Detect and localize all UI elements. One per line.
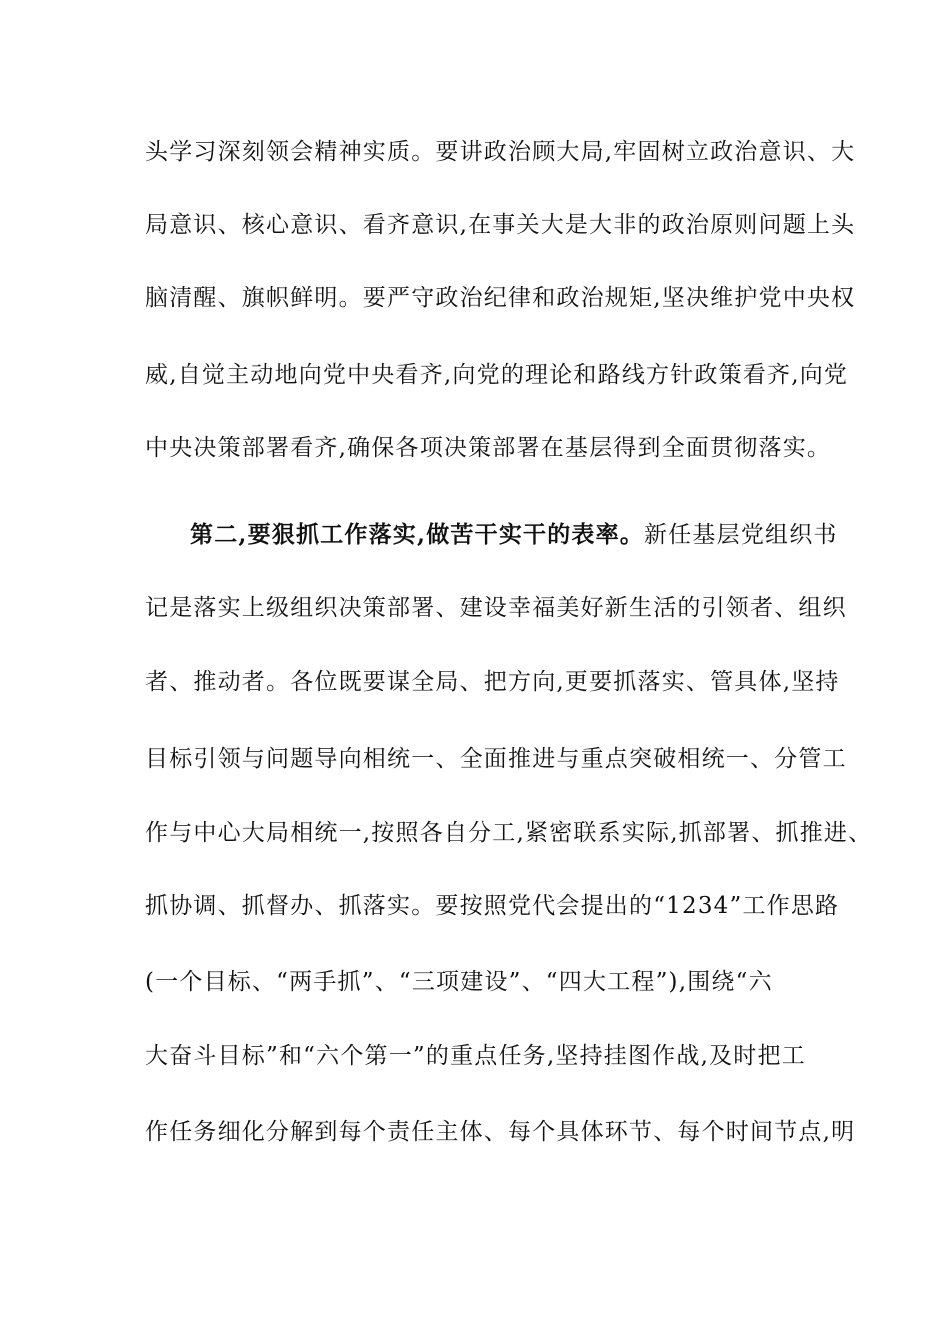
- paragraph-2-line-3: 者、推动者。各位既要谋全局、把方向,更要抓落实、管具体,坚持: [145, 669, 840, 695]
- paragraph-2-line-9: 作任务细化分解到每个责任主体、每个具体环节、每个时间节点,明: [145, 1119, 856, 1145]
- paragraph-2-line-4: 目标引领与问题导向相统一、全面推进与重点突破相统一、分管工: [145, 746, 847, 772]
- paragraph-2-line-2: 记是落实上级组织决策部署、建设幸福美好新生活的引领者、组织: [145, 595, 847, 621]
- paragraph-2-first-line: [190, 515, 870, 555]
- paragraph-2-line-8: 大奋斗目标”和“六个第一”的重点任务,坚持挂图作战,及时把工: [145, 1043, 806, 1069]
- paragraph-1-line-2: 局意识、核心意识、看齐意识,在事关大是大非的政治原则问题上头: [145, 212, 856, 238]
- paragraph-2-first-line-rest: 新任基层党组织书: [644, 522, 838, 548]
- paragraph-2-line-6: 抓协调、抓督办、抓落实。要按照党代会提出的“1234”工作思路: [145, 893, 840, 919]
- paragraph-2-line-5: 作与中心大局相统一,按照各自分工,紧密联系实际,抓部署、抓推进、: [145, 820, 873, 846]
- paragraph-1-line-5: 中央决策部署看齐,确保各项决策部署在基层得到全面贯彻落实。: [145, 435, 832, 461]
- paragraph-2-line-7: (一个目标、“两手抓”、“三项建设”、“四大工程”),围绕“六: [145, 969, 773, 995]
- paragraph-2-heading: 第二,要狠抓工作落实,做苦干实干的表率。: [190, 521, 645, 548]
- paragraph-1-line-3: 脑清醒、旗帜鲜明。要严守政治纪律和政治规矩,坚决维护党中央权: [145, 285, 856, 311]
- paragraph-1-line-1: 头学习深刻领会精神实质。要讲政治顾大局,牢固树立政治意识、大: [145, 139, 856, 165]
- paragraph-1-line-4: 威,自觉主动地向党中央看齐,向党的理论和路线方针政策看齐,向党: [145, 362, 849, 388]
